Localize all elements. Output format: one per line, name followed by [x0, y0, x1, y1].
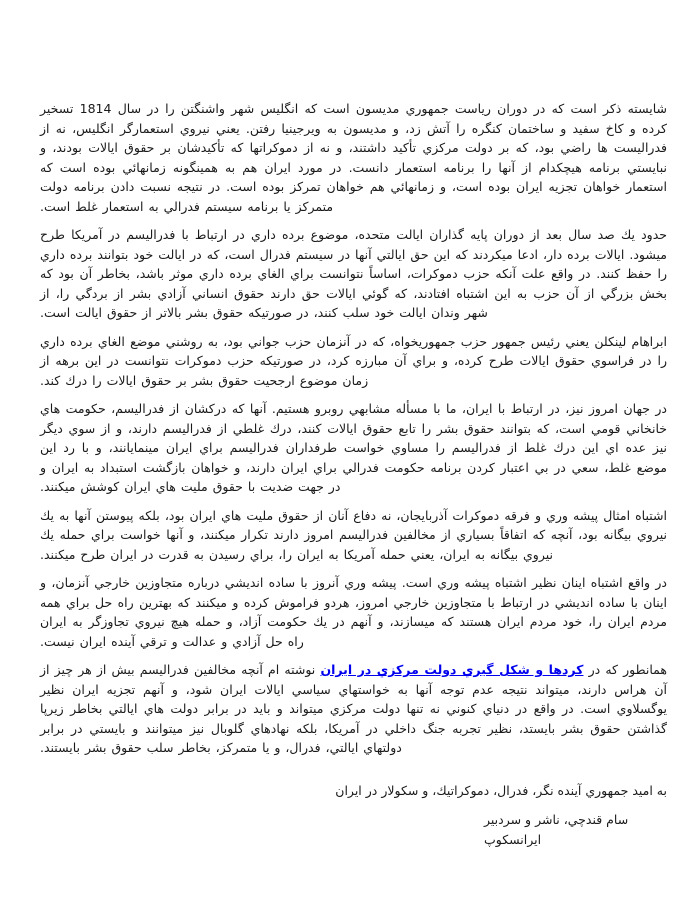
document-body [40, 99, 667, 849]
paragraph-slavery-federalism: حدود يك صد سال بعد از دوران پايه گذاران ايالت متحده، موضوع برده داري در ارتباط با فدراليسم در آمريكا طرح ميشود. ايالات برده دار، ادعا ميكردند كه اين حق ايالتي آنها در سيستم فدرال است، كه در ايالت خود بتوانند برده داري را حفظ كنند. در واقع علت آنكه حزب دموكرات، اساساً نتوانست براي الغاي برده داري موثر باشد، بخاطر آن بود كه بخش بزرگي از آن حزب به اين اشتباه افتادند، كه گوئي ايالات حق دارند حقوق انساني آزادي بشر از بردگي را، از شهر وندان ايالت خود سلب كنند، در صورتيكه حقوق بشر بالاتر از حقوق ايالت است. [40, 227, 667, 320]
paragraph-kurds-article [40, 660, 667, 758]
paragraph-iran-today: در جهان امروز نيز، در ارتباط با ايران، ما با مسأله مشابهي روبرو هستيم. آنها كه دركشان از فدراليسم، حكومت هاي خانخاني قومي است، كه بتوانند حقوق بشر را تابع حقوق ايالات كنند، درك غلطي از فدراليسم دارند، و از سوي ديگر نيز عده اي اين درك غلط از فدراليسم را مساوي خواست طرفداران فدراليسم براي ايران مينمايانند، و با رد اين موضع غلط، سعي در بي اعتبار كردن برنامه حكومت فدرالي براي ايران دارند، و خواهان بازگشت استبداد به ايران و در جهت ضديت با حقوق مليت هاي ايران كوشش ميكنند. [40, 401, 667, 494]
link-paragraph-prefix: همانطور كه در [583, 662, 667, 677]
signature-block [484, 810, 667, 849]
signature-author-line: سام قندچي، ناشر و سردبير [484, 812, 629, 827]
signature-organization-line: ايرانسكوپ [484, 831, 542, 847]
kurds-central-government-article-link[interactable]: كردها و شكل گيري دولت مركزي در ايران [320, 662, 584, 677]
paragraph-pishevari-azerbaijan: اشتباه امثال پيشه وري و فرقه دموكرات آذربايجان، نه دفاع آنان از حقوق مليت هاي ايران بود، بلكه پيوستن آنها به يك نيروي بيگانه بود، آنچه كه اتفاقاً بسياري از مخالفين فدراليسم امروز دارند تكرار ميكنند، و آنها خواست براي حمله يك نيروي بيگانه به ايران، يعني حمله آمريكا به ايران را، براي رسيدن به قدرت در ايران طرح ميكنند. [40, 507, 667, 562]
closing-hope-line: به اميد جمهوري آينده نگر، فدرال، دموكراتيك، و سكولار در ايران [335, 782, 667, 798]
link-paragraph-suffix: نوشته ام آنچه مخالفين فدراليسم بيش از هر چيز از آن هراس دارند، ميتواند نتيجه عدم توجه آنها به خواستهاي سياسي ايالات ايران شود، و آنهم تجزيه ايران نظير يوگسلاوي است. در واقع در دنياي كنوني نه تنها دولت مركزي ميتواند و بايد در برابر دولت هاي ايالتي بخاطر زيرپا گذاشتن حقوق بشر بايستد، نظير تجربه جنگ داخلي در آمريكا، بلكه نهادهاي گلوبال نيز ميتوانند و بايستي در برابر دولتهاي ايالتي، فدرال، و يا متمركز، بخاطر سلب حقوق بشر بايستند. [40, 662, 667, 755]
paragraph-foreign-aggressors: در واقع اشتباه اينان نظير اشتباه پيشه وري است. پيشه وري آنروز با ساده انديشي درباره متجاوزين خارجي آنزمان، و اينان با ساده انديشي در ارتباط با متجاوزين خارجي امروز، هردو فراموش كرده و ميكنند كه بهترين راه حل براي همه مردم ايران را، خود مردم ايران هستند كه ميسازند، و آنهم در يك حكومت آزاد، و حمله هيچ نيروي تجاوزگر به ايران راه حل آزادي و عدالت و ترقي آينده ايران نيست. [40, 575, 667, 649]
paragraph-madison-1814: شايسته ذكر است كه در دوران رياست جمهوري مديسون است كه انگليس شهر واشنگتن را در سال 1814 تسخير كرده و كاخ سفيد و ساختمان كنگره را آتش زد، و مديسون به ويرجينيا رفتن. يعني نيروي استعمارگر انگليس، نه از فدراليست ها راضي بود، كه بر دولت مركزي تأكيد داشتند، و نه از دموكراتها كه تأكيدشان بر حقوق ايالات بودند، و نبايستي برنامه هيچكدام از آنها را برنامه استعمار دانست. در مورد ايران هم به همينگونه زمانهائي بوده است كه استعمار خواهان تجزيه ايران بوده است، و زمانهائي هم خواهان تمركز بوده است. در نتيجه نسبت دادن برنامه دولت متمركز يا برنامه سيستم فدرالي به استعمار غلط است. [40, 101, 667, 214]
paragraph-lincoln: ابراهام لينكلن يعني رئيس جمهور حزب جمهوريخواه، كه در آنزمان حزب جواني بود، به روشني موضع الغاي برده داري را در فراسوي حقوق ايالات طرح كرده، و براي آن مبارزه كرد، در صورتيكه حزب دموكرات نتوانست در اين برهه از زمان موضوع ارجحيت حقوق بشر بر حقوق ايالات را درك كند. [40, 333, 667, 388]
